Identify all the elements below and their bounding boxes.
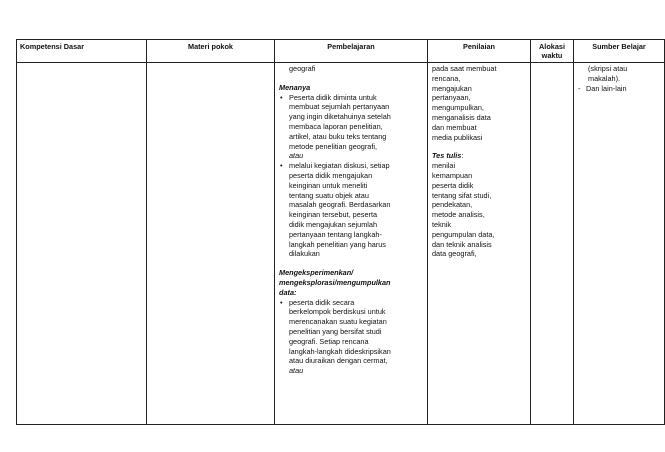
bullet-icon: •: [280, 161, 283, 171]
cell-sumber-belajar: (skripsi atau makalah). - Dan lain-lain: [574, 63, 665, 425]
header-pembelajaran: Pembelajaran: [275, 40, 428, 63]
dash-marker: -: [578, 83, 581, 93]
bullet-item: • Peserta didik diminta untuk membuat sejumlah pertanyaan yang ingin diketahuinya setelah membaca laporan penelitian, artikel, atau buku teks tentang metode penelitian geografi,: [280, 92, 391, 151]
cell-kompetensi-dasar: [17, 63, 147, 425]
pembelajaran-line: geografi: [289, 64, 316, 73]
bullet-icon: •: [280, 92, 283, 102]
bullet-item: • melalui kegiatan diskusi, setiap peserta didik mengajukan keinginan untuk meneliti tentang suatu objek atau masalah geografi. Berdasarkan keinginan tersebut, peserta didik mengajukan sejumlah pertanyaan tentang langkah- langkah penelitian yang harus dilakukan: [280, 161, 391, 259]
header-alokasi-waktu: Alokasi waktu: [531, 40, 574, 63]
bullet-item: • peserta didik secara berkelompok berdiskusi untuk merencanakan suatu kegiatan penelitian yang bersifat studi geografi. Setiap rencana langkah-langkah dideskripsikan atau diuraikan dengan cermat,: [280, 297, 391, 366]
cell-alokasi-waktu: [531, 63, 574, 425]
cell-penilaian: pada saat membuat rencana, mengajukan pertanyaan, mengumpulkan, menganalisis data dan membuat media publikasi Tes tulis: menilai kemampuan peserta didik tentang sifat studi, pendekatan, metode analisis, teknik pengumpulan data, dan teknik analisis data geografi,: [428, 63, 531, 425]
lesson-plan-table: [16, 39, 665, 425]
heading-menanya: Menanya: [279, 82, 311, 92]
heading-mengeksperimenkan: Mengeksperimenkan/ mengeksplorasi/mengumpulkan data:: [279, 268, 391, 297]
header-penilaian: Penilaian: [428, 40, 531, 63]
heading-tes-tulis: Tes tulis:: [432, 151, 464, 161]
table-row: [17, 63, 665, 425]
bullet-icon: •: [280, 297, 283, 307]
cell-pembelajaran: [275, 63, 428, 425]
atau-text: atau: [289, 366, 304, 376]
list-item: - Dan lain-lain: [578, 83, 627, 93]
table-header-row: [17, 40, 665, 63]
cell-materi-pokok: [147, 63, 275, 425]
header-sumber-belajar: Sumber Belajar: [574, 40, 665, 63]
atau-text: atau: [289, 151, 304, 161]
header-materi-pokok: Materi pokok: [147, 40, 275, 63]
header-kompetensi-dasar: Kompetensi Dasar: [17, 40, 147, 63]
